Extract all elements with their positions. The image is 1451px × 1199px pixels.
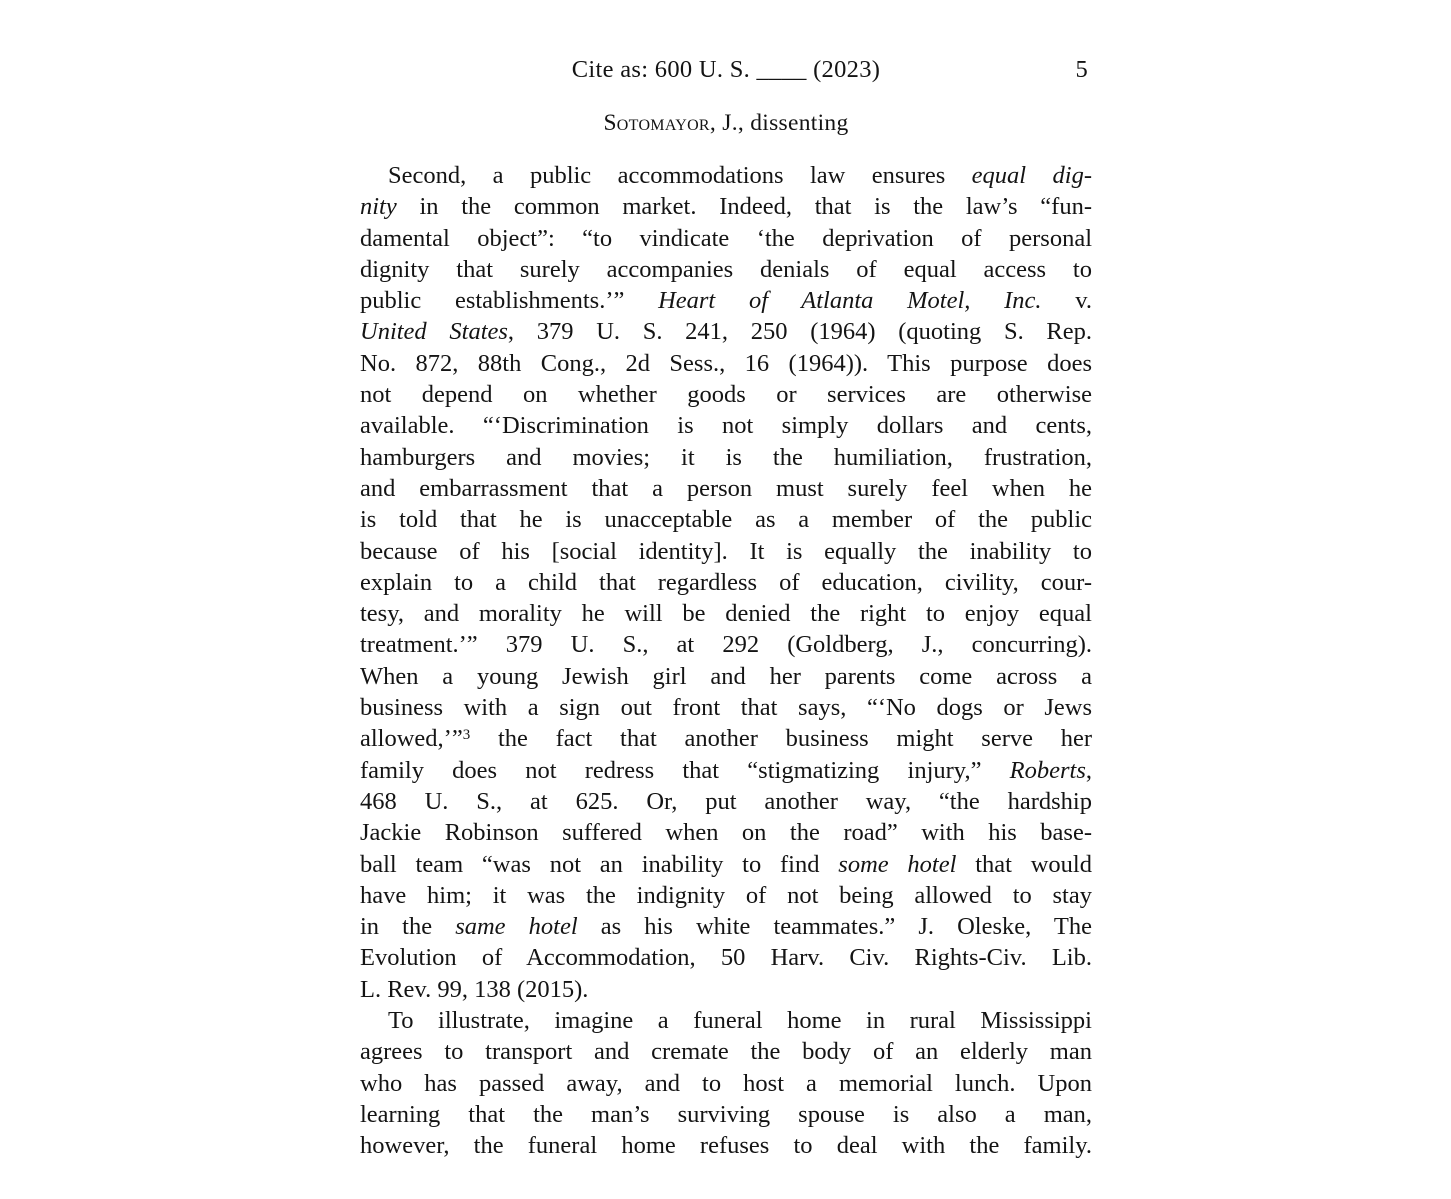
text-line	[360, 1130, 1092, 1161]
justice-name: Sotomayor	[603, 110, 710, 136]
page-number: 5	[1075, 56, 1088, 83]
text-line	[360, 911, 1092, 942]
text-line	[360, 504, 1092, 535]
text-line	[360, 974, 1092, 1005]
text-run: agrees to transport and cremate the body of an elderly man	[360, 1038, 1092, 1066]
running-head-cite: Cite as: 600 U. S. ____ (2023)	[571, 56, 881, 83]
text-run: business with a sign out front that says, “‘No dogs or Jews	[360, 694, 1092, 722]
text-line	[360, 629, 1092, 660]
text-run: dignity that surely accompanies denials of equal access to	[360, 255, 1092, 283]
text-line	[360, 316, 1092, 347]
text-line	[360, 1099, 1092, 1130]
text-line	[360, 285, 1092, 316]
text-line	[360, 1068, 1092, 1099]
italic-text: United States	[360, 318, 508, 346]
text-run: v.	[1041, 287, 1092, 315]
text-line	[360, 880, 1092, 911]
text-run: because of his [social identity]. It is equally the inability to	[360, 537, 1092, 565]
text-run: ball team “was not an inability to find	[360, 850, 839, 878]
text-run: When a young Jewish girl and her parents come across a	[360, 662, 1092, 690]
text-line	[360, 1005, 1092, 1036]
text-line	[360, 942, 1092, 973]
italic-text: equal dig-	[971, 162, 1092, 189]
text-run: ,	[1085, 756, 1092, 784]
text-line	[360, 1036, 1092, 1067]
italic-text: Roberts	[1009, 756, 1086, 784]
text-line	[360, 223, 1092, 254]
text-run: available. “‘Discrimination is not simply dollars and cents,	[360, 412, 1092, 440]
text-line	[360, 442, 1092, 473]
opinion-author-line	[360, 108, 1092, 138]
text-run: 468 U. S., at 625. Or, put another way, “the hardship	[360, 787, 1092, 815]
text-run: is told that he is unacceptable as a member of the public	[360, 506, 1092, 534]
text-run: Second, a public accommodations law ensures	[388, 162, 972, 189]
text-run: public establishments.’”	[360, 287, 659, 315]
italic-text: same hotel	[455, 913, 578, 941]
text-run: , 379 U. S. 241, 250 (1964) (quoting S. Rep.	[507, 318, 1092, 346]
text-run: as his white teammates.” J. Oleske, The	[577, 913, 1093, 941]
text-run: damental object”: “to vindicate ‘the deprivation of personal	[360, 224, 1092, 252]
text-line	[360, 755, 1092, 786]
footnote-ref: 3	[462, 727, 471, 744]
running-header	[360, 55, 1092, 85]
text-run: No. 872, 88th Cong., 2d Sess., 16 (1964)). This purpose does	[360, 349, 1092, 377]
text-run: family does not redress that “stigmatizing injury,”	[360, 756, 1010, 784]
italic-text: nity	[360, 193, 397, 221]
text-line	[360, 723, 1092, 754]
text-run: the fact that another business might serve her	[470, 725, 1092, 753]
text-run: and embarrassment that a person must surely feel when he	[360, 474, 1092, 502]
text-run: in the common market. Indeed, that is the law’s “fun-	[396, 193, 1092, 221]
text-run: hamburgers and movies; it is the humiliation, frustration,	[360, 443, 1092, 471]
text-line	[360, 567, 1092, 598]
italic-text: some hotel	[838, 850, 957, 878]
italic-text: Heart of Atlanta Motel, Inc.	[658, 287, 1042, 315]
text-run: To illustrate, imagine a funeral home in rural Mississippi	[388, 1007, 1092, 1035]
text-run: not depend on whether goods or services are otherwise	[360, 381, 1092, 409]
text-run: Jackie Robinson suffered when on the road” with his base-	[360, 819, 1092, 847]
text-line	[360, 786, 1092, 817]
text-run: however, the funeral home refuses to deal with the family.	[360, 1132, 1092, 1160]
text-run: Evolution of Accommodation, 50 Harv. Civ. Rights-Civ. Lib.	[360, 944, 1092, 972]
text-run: have him; it was the indignity of not being allowed to stay	[360, 881, 1092, 909]
text-run: in the	[360, 913, 456, 941]
text-run: tesy, and morality he will be denied the right to enjoy equal	[360, 600, 1092, 628]
text-run: who has passed away, and to host a memorial lunch. Upon	[360, 1069, 1092, 1097]
text-line	[360, 254, 1092, 285]
text-run: learning that the man’s surviving spouse is also a man,	[360, 1100, 1092, 1128]
author-line-suffix: , J., dissenting	[709, 110, 849, 136]
text-run: treatment.’” 379 U. S., at 292 (Goldberg, J., concurring).	[360, 631, 1092, 659]
text-line	[360, 692, 1092, 723]
text-line	[360, 536, 1092, 567]
opinion-body	[360, 160, 1092, 1162]
text-line	[360, 473, 1092, 504]
text-line	[360, 817, 1092, 848]
text-line	[360, 661, 1092, 692]
text-line	[360, 379, 1092, 410]
text-line	[360, 191, 1092, 222]
text-line	[360, 160, 1092, 191]
text-run: allowed,’”	[360, 725, 463, 753]
text-line	[360, 598, 1092, 629]
text-run: explain to a child that regardless of education, civility, cour-	[360, 568, 1092, 596]
text-line	[360, 849, 1092, 880]
text-line	[360, 410, 1092, 441]
text-run: that would	[956, 850, 1092, 878]
text-run: L. Rev. 99, 138 (2015).	[360, 975, 589, 1003]
text-line	[360, 348, 1092, 379]
